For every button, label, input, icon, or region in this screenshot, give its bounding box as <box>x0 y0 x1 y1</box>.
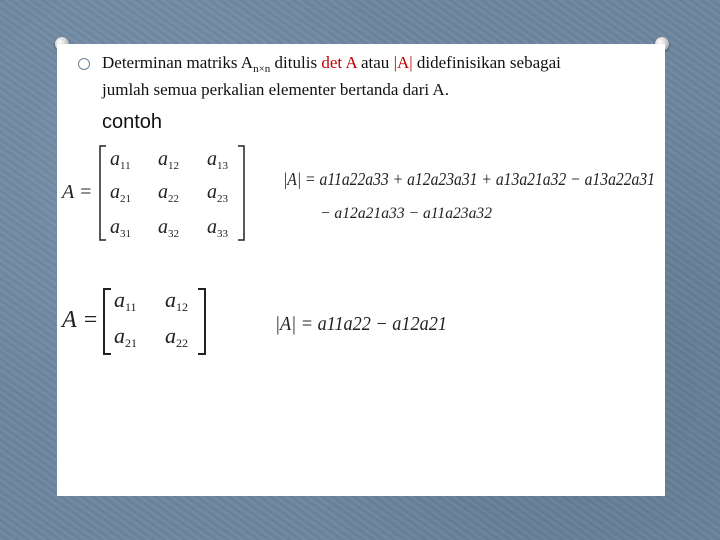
det-3x3 <box>283 169 655 222</box>
text-matriks: Determinan matriks A <box>102 53 254 72</box>
matrix-entry: $a_{11}$ <box>110 148 131 172</box>
matrix-entry: a12 <box>165 287 188 314</box>
matrix2-lhs: A = <box>62 307 99 333</box>
det2-line: |A| = a11a22 − a12a21 <box>275 313 447 335</box>
matrix-entry: $a_{33}$ <box>207 216 228 240</box>
matrix-2x2 <box>60 287 205 354</box>
matrix-entry: $a_{13}$ <box>207 148 228 172</box>
definition-line-2: jumlah semua perkalian elementer bertanda dari A. <box>102 80 449 99</box>
matrix-entry: $a_{21}$ <box>110 181 131 205</box>
text-atau: atau <box>356 53 394 72</box>
det-term: det A <box>321 53 357 72</box>
matrix2-right-bracket <box>198 289 205 354</box>
matrix-entry: $a_{23}$ <box>207 181 228 205</box>
matrix-entry: a22 <box>165 323 188 350</box>
example-label: contoh <box>102 111 163 133</box>
abs-term: |A| <box>393 53 413 72</box>
det-2x2 <box>275 313 447 335</box>
matrix-entry: a11 <box>114 287 137 314</box>
matrix-entry: a21 <box>114 323 137 350</box>
det3-line-2: − a12a21a33 − a11a23a32 <box>320 205 492 222</box>
matrix-entry: $a_{31}$ <box>110 216 131 240</box>
matrix-entry: $a_{22}$ <box>158 181 179 205</box>
det3-line-1: |A| = a11a22a33 + a12a23a31 + a13a21a32 − a13a22a31 <box>283 169 655 189</box>
matrix-entry: $a_{12}$ <box>158 148 179 172</box>
text-didefinisikan: didefinisikan sebagai <box>412 53 561 72</box>
matrix3-right-bracket <box>238 146 244 240</box>
subscript-nxn: n×n <box>253 63 271 75</box>
matrix-3x3 <box>60 146 244 240</box>
matrix2-left-bracket <box>104 289 111 354</box>
matrix-entry: $a_{32}$ <box>158 216 179 240</box>
matrix3-lhs: A = <box>62 181 93 203</box>
text-ditulis: ditulis <box>270 53 322 72</box>
matrix3-left-bracket <box>100 146 106 240</box>
